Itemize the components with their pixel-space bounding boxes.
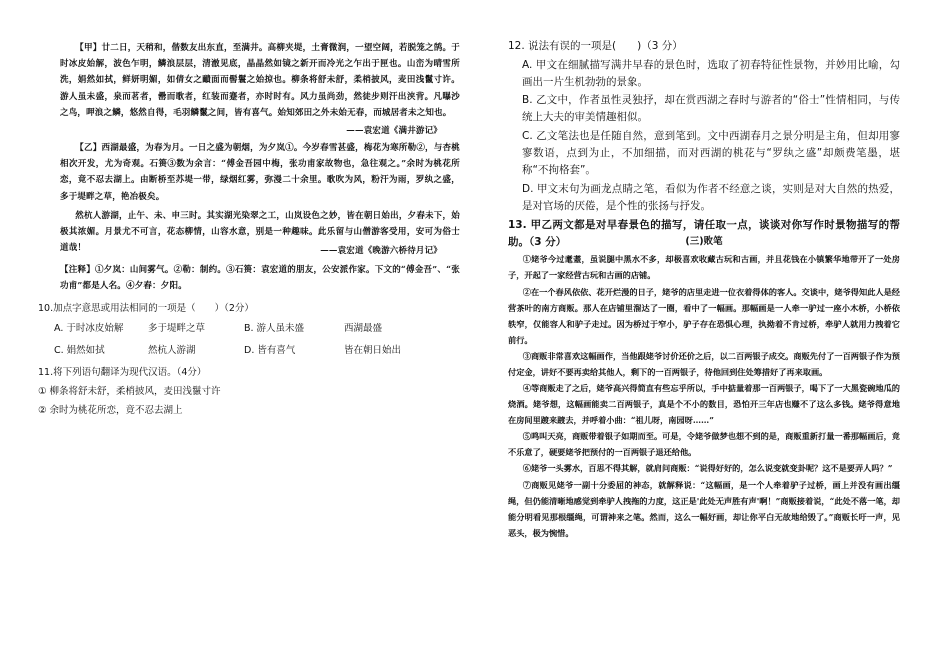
passage-yi-source: ——袁宏道《晚游六桥待月记》	[320, 246, 442, 256]
q10-option-d-first: D. 皆有喜气	[244, 345, 296, 356]
story-paragraph-4: ④等商贩走了之后，姥爷高兴得简直有些忘乎所以，手中掂量着那一百两银子，喝下了一大黑瓷碗地瓜的烧酒。姥爷想，这幅画能卖二百两银子，真是个不小的数目，恐怕开三年店也赚不了这么多钱。姥爷得意地在房间里踱来踱去，并呼着小曲：“祖儿呀，南园呀……”	[508, 383, 900, 425]
q12-option-b: B. 乙文中，作者虽性灵独抒，却在赏西湖之春时与游者的“俗士”性情相同，与传统上大夫的审美情趣相似。	[522, 94, 900, 124]
q10-option-d-second: 皆在朝日始出	[344, 345, 402, 356]
q10-option-c-first: C. 娟然如拭	[54, 345, 105, 356]
story-paragraph-6: ⑥姥爷一头雾水，百思不得其解，就肩问商贩：“说得好好的，怎么说变就变卦呢？这不是要弄人吗？”	[522, 463, 893, 473]
passage-yi: 【乙】西湖最盛，为春为月。一日之盛为朝烟，为夕岚①。今岁春雪甚盛，梅花为寒所勒②，与杏桃相次开发，尤为奇观。石篑③数为余言：“傅金吾园中梅，张功甫家故物也，急往观之。”余时为桃花所恋，竟不忍去湖上。由断桥至苏堤一带，绿烟红雾，弥漫二十余里。歌吹为风，粉汗为雨，罗纨之盛，多于堤畔之草，艳冶极矣。	[60, 143, 460, 202]
passage-jia-source: ——袁宏道《满井游记》	[346, 126, 442, 136]
q10-option-b-second: 西湖最盛	[344, 323, 383, 334]
story-paragraph-3: ③商贩非常喜欢这幅画作，当他跟姥爷讨价还价之后，以二百两银子成交。商贩先付了一百两银子作为预付定金，讲好不要再卖给其他人，剩下的一百两银子，待他回到住处筹措好了再来取画。	[508, 351, 900, 377]
q12-option-d: D. 甲文末句为画龙点睛之笔，看似为作者不经意之谈，实则是对大自然的热爱，是对官场的厌倦，是个性的张扬与抒发。	[522, 183, 900, 213]
story-paragraph-7: ⑦商贩见姥爷一副十分委屈的神态，就解释说：“这幅画，是一个人牵着驴子过桥，画上并没有画出缰绳，但仍能清晰地感觉到牵驴人拽拖的力度，这正是'此处无声胜有声'啊！”商贩接着说，“此处不落一笔，却能分明看见那根缰绳，可谓神来之笔。然而，这么一幅好画，却让你平白无故地给毁了。”商贩长吁一声，见恶头，极为惋惜。	[508, 480, 900, 538]
section-title: (三)败笔	[685, 236, 723, 247]
q12-option-a: A. 甲文在细腻描写满井早春的景色时，选取了初春特征性景物，并妙用比喻，勾画出一片生机勃勃的景象。	[522, 59, 900, 89]
story-paragraph-2: ②在一个春风依依、花开烂漫的日子，姥爷的店里走进一位衣着得体的客人。交谈中，姥爷得知此人是经营茶叶的南方商贩。那人在店铺里溜达了一圈，看中了一幅画。那幅画是一人牵一驴过一座小木桥，小桥依轶窄，仅能容人和驴子走过。因为桥过于窄小，驴子存在恐惧心理，执拗着不肯过桥，牵驴人就用力拽着它前行。	[508, 287, 900, 345]
passage-jia: 【甲】廿二日，天稍和，偕数友出东直，至满井。高柳夹堤，土膏微润，一望空阔，若脱笼之鹄。于时冰皮始解，波色乍明，鳞浪层层，清澈见底，晶晶然如镜之新开而冷光之乍出于匣也。山峦为晴雪所洗，娟然如拭，鲜妍明媚，如倩女之靧面而髻鬟之始掠也。柳条将舒未舒，柔梢披风，麦田浅鬣寸许。游人虽未盛，泉而茗者，罍而歌者，红装而蹇者，亦时时有。风力虽尚劲，然徒步则汗出浃背。凡曝沙之鸟，呷浪之鳞，悠然自得，毛羽鳞鬣之间，皆有喜气。始知郊田之外未始无春，而城居者未之知也。	[60, 43, 460, 118]
q10-option-a-second: 多于堤畔之草	[148, 323, 206, 334]
q10-option-b-first: B. 游人虽未盛	[244, 323, 305, 334]
q11-sentence-2: ② 余时为桃花所恋，竟不忍去湖上	[38, 405, 183, 416]
question-11: 11.将下列语句翻译为现代汉语。（4分）	[38, 367, 207, 378]
question-13: 13. 甲乙两文都是对早春景色的描写，请任取一点，谈谈对你写作时景物描写的帮助。（3 分）	[508, 219, 900, 249]
q10-option-a-first: A. 于时冰皮始解	[54, 323, 124, 334]
question-12: 12. 说法有误的一项是( )（3 分）	[508, 40, 683, 52]
annotation-note: 【注释】①夕岚：山间雾气。②勒：制约。③石篑：袁宏道的朋友，公安派作家。下文的“傅金吾”、“张功甫”都是人名。④夕舂：夕阳。	[60, 265, 460, 292]
story-paragraph-5: ⑤鸣叫天亮，商贩带着银子如期而至。可是，令姥爷做梦也想不到的是，商贩重新打量一番那幅画后，竟不乐意了，硬要姥爷把预付的一百两银子退还给他。	[508, 431, 900, 457]
q11-sentence-1: ① 柳条将舒未舒，柔梢披风，麦田浅鬣寸许	[38, 386, 221, 397]
q12-option-c: C. 乙文笔法也是任随自然，意到笔到。文中西湖春月之景分明是主角，但却用寥寥数语，点到为止，不加细描，而对西湖的桃花与“罗纨之盛”却颇费笔墨，堪称“不拘格套”。	[522, 130, 900, 177]
question-10: 10.加点字意思或用法相同的一项是（ ）（2分）	[38, 303, 254, 314]
passage-yi-second: 然杭人游湖，止午、未、申三时。其实湖光染翠之工，山岚设色之妙，皆在朝日始出，夕舂未下，始极其浓媚。月景尤不可言，花态柳情，山容水意，别是一种趣味。此乐留与山僧游客受用，安可为俗士道哉！	[60, 211, 460, 254]
q10-option-c-second: 然杭人游湖	[148, 345, 196, 356]
story-paragraph-1: ①姥爷今过耄耋，虽说腿中黑水不多，却极喜欢收藏古玩和古画，并且花钱在小镇繁华地带开了一处房子，开起了一家经营古玩和古画的店铺。	[508, 254, 900, 280]
